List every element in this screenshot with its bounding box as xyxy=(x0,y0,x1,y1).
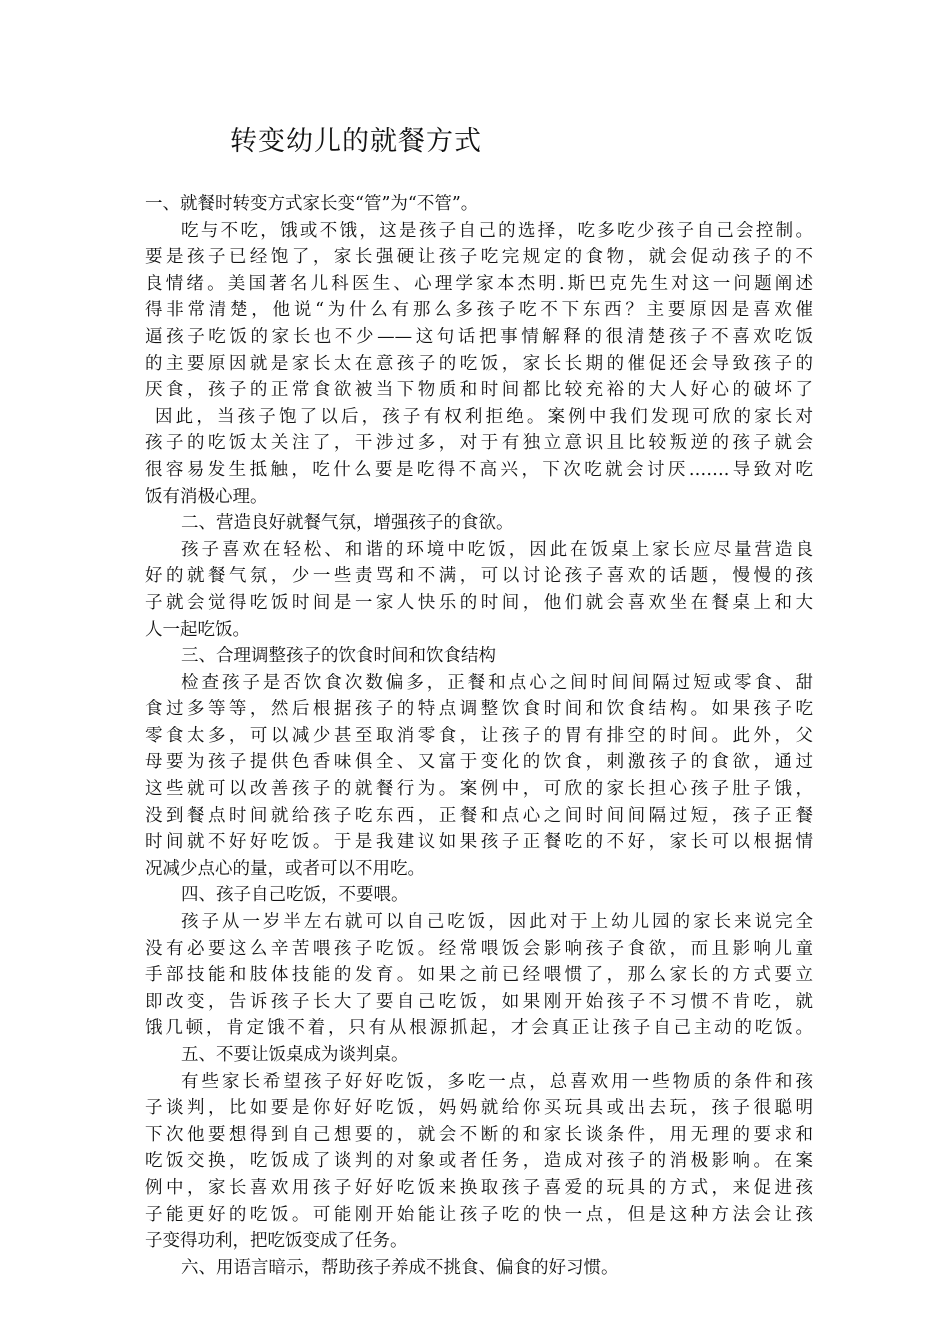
text-line: 得非常清楚，他说“为什么有那么多孩子吃不下东西？主要原因是喜欢催 xyxy=(145,300,813,321)
text-line: 人一起吃饭。 xyxy=(145,619,250,640)
text-line: 这些就可以改善孩子的就餐行为。案例中，可欣的家长担心孩子肚子饿， xyxy=(145,779,813,800)
text-line: 因此，当孩子饱了以后，孩子有权利拒绝。案例中我们发现可欣的家长对 xyxy=(155,406,813,427)
text-line: 检查孩子是否饮食次数偏多，正餐和点心之间时间间隔过短或零食、甜 xyxy=(181,672,813,693)
text-line: 食过多等等，然后根据孩子的特点调整饮食时间和饮食结构。如果孩子吃 xyxy=(145,699,813,720)
text-line: 逼孩子吃饭的家长也不少——这句话把事情解释的很清楚孩子不喜欢吃饭 xyxy=(145,326,813,347)
text-line: 子谈判，比如要是你好好吃饭，妈妈就给你买玩具或出去玩，孩子很聪明 xyxy=(145,1098,813,1119)
document-title: 转变幼儿的就餐方式 xyxy=(230,126,482,157)
text-line: 有些家长希望孩子好好吃饭，多吃一点，总喜欢用一些物质的条件和孩 xyxy=(181,1071,813,1092)
text-line: 例中，家长喜欢用孩子好好吃饭来换取孩子喜爱的玩具的方式，来促进孩 xyxy=(145,1177,813,1198)
text-line: 下次他要想得到自己想要的，就会不断的和家长谈条件，用无理的要求和 xyxy=(145,1124,813,1145)
text-line: 手部技能和肢体技能的发育。如果之前已经喂惯了，那么家长的方式要立 xyxy=(145,965,813,986)
text-line: 五、不要让饭桌成为谈判桌。 xyxy=(181,1045,409,1065)
text-line: 的主要原因就是家长太在意孩子的吃饭，家长长期的催促还会导致孩子的 xyxy=(145,353,813,374)
text-line: 饿几顿，肯定饿不着，只有从根源抓起，才会真正让孩子自己主动的吃饭。 xyxy=(145,1018,813,1039)
text-line: 要是孩子已经饱了，家长强硬让孩子吃完规定的食物，就会促动孩子的不 xyxy=(145,247,813,268)
text-line: 孩子喜欢在轻松、和谐的环境中吃饭，因此在饭桌上家长应尽量营造良 xyxy=(181,539,813,560)
text-line: 一、就餐时转变方式家长变“管”为“不管”。 xyxy=(145,194,479,214)
text-line: 吃与不吃，饿或不饿，这是孩子自己的选择，吃多吃少孩子自己会控制。 xyxy=(181,220,813,241)
text-line: 良情绪。美国著名儿科医生、心理学家本杰明.斯巴克先生对这一问题阐述 xyxy=(145,273,813,294)
text-line: 三、合理调整孩子的饮食时间和饮食结构 xyxy=(181,646,496,667)
text-line: 饭有消极心理。 xyxy=(145,486,268,507)
text-line: 四、孩子自己吃饭，不要喂。 xyxy=(181,885,409,906)
text-line: 子能更好的吃饭。可能刚开始能让孩子吃的快一点，但是这种方法会让孩 xyxy=(145,1204,813,1225)
text-line: 好的就餐气氛，少一些责骂和不满，可以讨论孩子喜欢的话题，慢慢的孩 xyxy=(145,566,813,587)
text-line: 子就会觉得吃饭时间是一家人快乐的时间，他们就会喜欢坐在餐桌上和大 xyxy=(145,592,813,613)
text-line: 孩子从一岁半左右就可以自己吃饭，因此对于上幼儿园的家长来说完全 xyxy=(181,912,813,933)
text-line: 子变得功利，把吃饭变成了任务。 xyxy=(145,1231,408,1252)
text-line: 时间就不好好吃饭。于是我建议如果孩子正餐吃的不好，家长可以根据情 xyxy=(145,832,813,853)
text-line: 没有必要这么辛苦喂孩子吃饭。经常喂饭会影响孩子食欲，而且影响儿童 xyxy=(145,938,813,959)
text-line: 孩子的吃饭太关注了，干涉过多，对于有独立意识且比较叛逆的孩子就会 xyxy=(145,433,813,454)
text-line: 二、营造良好就餐气氛，增强孩子的食欲。 xyxy=(181,513,514,534)
text-line: 很容易发生抵触，吃什么要是吃得不高兴，下次吃就会讨厌…….导致对吃 xyxy=(145,459,813,480)
text-line: 即改变，告诉孩子长大了要自己吃饭，如果刚开始孩子不习惯不肯吃，就 xyxy=(145,991,813,1012)
text-line: 厌食，孩子的正常食欲被当下物质和时间都比较充裕的大人好心的破坏了 xyxy=(145,380,813,401)
text-line: 母要为孩子提供色香味俱全、又富于变化的饮食，刺激孩子的食欲，通过 xyxy=(145,752,813,773)
text-line: 吃饭交换，吃饭成了谈判的对象或者任务，造成对孩子的消极影响。在案 xyxy=(145,1151,813,1172)
text-line: 没到餐点时间就给孩子吃东西，正餐和点心之间时间间隔过短，孩子正餐 xyxy=(145,805,813,826)
document-body xyxy=(145,191,813,1281)
text-line: 六、用语言暗示，帮助孩子养成不挑食、偏食的好习惯。 xyxy=(181,1257,619,1278)
text-line: 况减少点心的量，或者可以不用吃。 xyxy=(145,858,425,879)
text-line: 零食太多，可以减少甚至取消零食，让孩子的胃有排空的时间。此外，父 xyxy=(145,725,813,746)
